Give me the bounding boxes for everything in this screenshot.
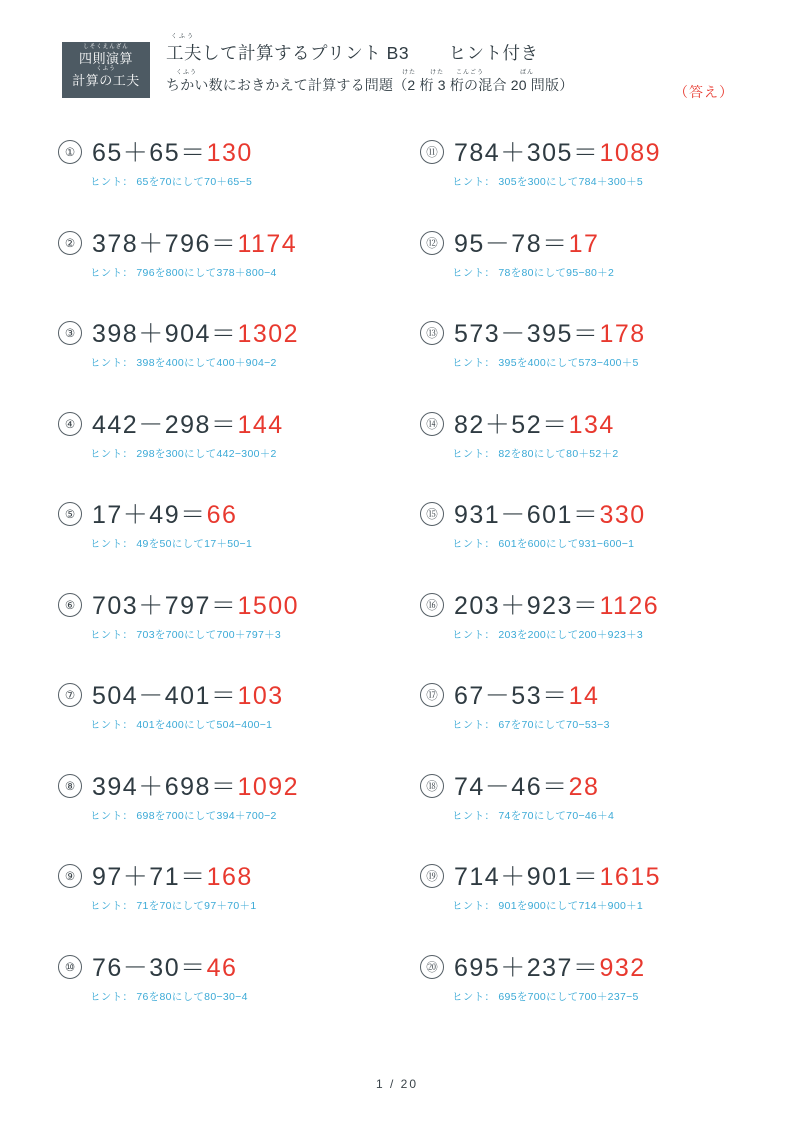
page-number: 1 / 20 (375, 1077, 419, 1091)
problem-number: ⑬ (420, 321, 444, 345)
problem-expression (92, 676, 284, 712)
problem-hint: ヒント： 901を900にして714＋900＋1 (452, 900, 644, 912)
problem-expression-text: 82＋52＝ (454, 410, 569, 439)
problem-answer: 1126 (599, 591, 660, 620)
problem-hint: ヒント： 74を70にして70−46＋4 (452, 809, 615, 822)
problem-number: ⑫ (420, 231, 444, 255)
worksheet-title (166, 34, 573, 65)
category-badge-text2: 計算の工夫 (72, 73, 140, 88)
problem-expression-text: 703＋797＝ (92, 591, 238, 620)
problem-hint: ヒント： 203を200にして200＋923＋3 (452, 628, 644, 641)
problem-item (58, 764, 408, 855)
problem-expression-row (420, 402, 770, 444)
problem-item (58, 583, 408, 674)
problem-expression-text: 398＋904＝ (92, 320, 238, 348)
subtitle-ruby-keta2: けた (430, 70, 445, 76)
problem-answer: 1500 (237, 591, 300, 620)
problem-hint: ヒント： 698を700にして394＋700−2 (90, 809, 277, 822)
header-titles (166, 34, 574, 95)
problem-expression (92, 405, 284, 441)
problem-hint: ヒント： 305を300にして784＋300＋5 (452, 176, 644, 188)
problem-hint: ヒント： 401を400にして504−400−1 (90, 719, 273, 731)
problem-expression-row (420, 583, 770, 625)
problem-item (420, 854, 770, 945)
problem-answer: 17 (568, 229, 600, 258)
problem-number: ⑦ (58, 683, 82, 707)
problem-expression-text: 74－46＝ (454, 772, 569, 801)
problem-hint: ヒント： 67を70にして70−53−3 (452, 719, 610, 731)
problem-number: ⑭ (420, 412, 444, 436)
subtitle-ruby-kufuu: くふう (176, 70, 198, 76)
problem-number: ③ (58, 321, 82, 345)
problem-expression (454, 405, 615, 441)
problem-item (420, 492, 770, 583)
category-badge (62, 42, 150, 98)
problem-expression-text: 97＋71＝ (92, 863, 207, 891)
problem-answer: 1092 (237, 772, 300, 801)
problem-hint: ヒント： 78を80にして95−80＋2 (452, 266, 615, 279)
problem-answer: 46 (206, 953, 238, 982)
problem-expression (92, 857, 253, 893)
problem-expression-row (420, 673, 770, 715)
problem-answer: 134 (568, 410, 615, 439)
problem-number: ⑥ (58, 593, 82, 617)
problem-number: ⑩ (58, 955, 82, 979)
problem-item (58, 492, 408, 583)
problem-answer: 144 (237, 410, 284, 439)
problem-expression (454, 857, 661, 893)
problem-expression (454, 767, 599, 803)
problem-answer: 932 (599, 953, 646, 982)
problem-expression-row (58, 311, 408, 353)
problem-expression-row (420, 492, 770, 534)
page-header (62, 34, 734, 104)
problem-hint: ヒント： 76を80にして80−30−4 (90, 990, 248, 1003)
problem-expression-text: 203＋923＝ (454, 591, 600, 620)
problem-answer: 330 (599, 501, 646, 529)
problem-hint: ヒント： 65を70にして70＋65−5 (90, 176, 253, 188)
answer-sheet-label: （答え） (674, 84, 734, 100)
problem-expression-text: 17＋49＝ (92, 501, 207, 529)
problem-expression-text: 378＋796＝ (92, 229, 238, 258)
problem-item (58, 221, 408, 312)
problem-answer: 1089 (599, 139, 662, 167)
problem-hint: ヒント： 601を600にして931−600−1 (452, 538, 635, 550)
problem-item (420, 673, 770, 764)
problem-expression-row (58, 402, 408, 444)
problem-expression (92, 495, 237, 531)
worksheet-title-text: 工夫して計算するプリント B3 (166, 43, 410, 63)
problem-hint: ヒント： 695を700にして700＋237−5 (452, 990, 639, 1003)
problem-expression-text: 95－78＝ (454, 229, 569, 258)
problem-item (58, 854, 408, 945)
problem-item (420, 764, 770, 855)
problem-number: ⑪ (420, 140, 444, 164)
problem-expression (92, 948, 237, 984)
problem-number: ⑧ (58, 774, 82, 798)
problem-item (420, 221, 770, 312)
category-badge-line2 (72, 66, 140, 89)
problem-expression (454, 224, 599, 260)
problem-expression-row (420, 130, 770, 172)
problem-expression (92, 586, 299, 622)
worksheet-title-ruby: くふう (171, 34, 196, 40)
hint-flag-label: ヒント付き (448, 43, 539, 63)
problem-answer: 1615 (599, 863, 662, 891)
problem-expression (454, 948, 646, 984)
problem-expression-row (420, 221, 770, 263)
problem-item (420, 583, 770, 674)
problem-expression-row (58, 854, 408, 896)
problem-number: ⑳ (420, 955, 444, 979)
problem-hint: ヒント： 398を400にして400＋904−2 (90, 357, 277, 369)
problem-answer: 66 (206, 501, 238, 529)
problem-expression-row (58, 673, 408, 715)
problem-answer: 168 (206, 863, 253, 891)
subtitle-ruby-ban: ばん (520, 70, 535, 76)
problem-expression-row (420, 945, 770, 987)
problem-expression-text: 784＋305＝ (454, 139, 600, 167)
problem-expression-text: 504－401＝ (92, 682, 238, 710)
problem-item (58, 311, 408, 402)
problem-expression-row (420, 311, 770, 353)
category-badge-text1: 四則演算 (78, 50, 133, 66)
problem-expression-text: 714＋901＝ (454, 863, 600, 891)
problem-hint: ヒント： 796を800にして378＋800−4 (90, 266, 277, 279)
problem-item (420, 945, 770, 1036)
problem-hint: ヒント： 49を50にして17＋50−1 (90, 538, 253, 550)
problem-number: ① (58, 140, 82, 164)
problem-answer: 1302 (237, 320, 300, 348)
problem-number: ⑮ (420, 502, 444, 526)
problem-item (58, 402, 408, 493)
problem-number: ④ (58, 412, 82, 436)
problem-hint: ヒント： 298を300にして442−300＋2 (90, 447, 277, 460)
problem-answer: 178 (599, 320, 646, 348)
problem-expression (454, 586, 659, 622)
problem-hint: ヒント： 395を400にして573−400＋5 (452, 357, 639, 369)
problem-hint: ヒント： 82を80にして80＋52＋2 (452, 447, 619, 460)
problem-expression-text: 67－53＝ (454, 682, 569, 710)
subtitle-ruby-keta1: けた (402, 70, 417, 76)
problem-expression-row (58, 764, 408, 806)
subtitle-ruby-kongou: こんごう (456, 70, 485, 76)
problem-answer: 28 (568, 772, 600, 801)
problem-expression (92, 314, 299, 350)
category-badge-line1 (78, 43, 133, 67)
problem-number: ⑰ (420, 683, 444, 707)
problem-column-left (58, 130, 408, 1035)
problem-item (58, 673, 408, 764)
problem-number: ⑨ (58, 864, 82, 888)
worksheet-subtitle-text: ちかい数におきかえて計算する問題（2 桁 3 桁の混合 20 問版） (166, 77, 574, 93)
category-badge-ruby-top: しそくえんざん (83, 43, 129, 50)
problem-expression (454, 495, 646, 531)
problem-expression-row (58, 492, 408, 534)
problem-expression-text: 394＋698＝ (92, 772, 238, 801)
problem-item (420, 130, 770, 221)
problem-item (58, 130, 408, 221)
problem-hint: ヒント： 71を70にして97＋70＋1 (90, 900, 257, 912)
category-badge-ruby-bottom: くふう (96, 66, 116, 72)
worksheet-subtitle (166, 70, 574, 95)
problem-number: ⑲ (420, 864, 444, 888)
problem-number: ⑤ (58, 502, 82, 526)
problem-item (420, 402, 770, 493)
problem-expression-text: 76－30＝ (92, 953, 207, 982)
problem-expression-row (58, 583, 408, 625)
problem-answer: 103 (237, 682, 284, 710)
problem-expression-text: 695＋237＝ (454, 953, 600, 982)
problem-expression-row (58, 945, 408, 987)
problem-item (420, 311, 770, 402)
problem-expression (454, 133, 661, 169)
problem-answer: 1174 (237, 229, 298, 258)
problem-expression-row (58, 130, 408, 172)
problem-expression-text: 931－601＝ (454, 501, 600, 529)
problem-expression-row (420, 764, 770, 806)
problem-answer: 130 (206, 139, 253, 167)
problem-expression-text: 442－298＝ (92, 410, 238, 439)
problem-expression (92, 767, 299, 803)
problem-number: ⑯ (420, 593, 444, 617)
problem-expression (454, 676, 599, 712)
problem-expression-text: 573－395＝ (454, 320, 600, 348)
problem-expression-row (58, 221, 408, 263)
problem-item (58, 945, 408, 1036)
problem-expression (454, 314, 646, 350)
problem-answer: 14 (568, 682, 600, 710)
problem-hint: ヒント： 703を700にして700＋797＋3 (90, 628, 282, 641)
problem-column-right (420, 130, 770, 1035)
problem-expression-row (420, 854, 770, 896)
problem-expression (92, 224, 297, 260)
problem-number: ② (58, 231, 82, 255)
problem-number: ⑱ (420, 774, 444, 798)
problem-expression (92, 133, 253, 169)
problem-expression-text: 65＋65＝ (92, 139, 207, 167)
